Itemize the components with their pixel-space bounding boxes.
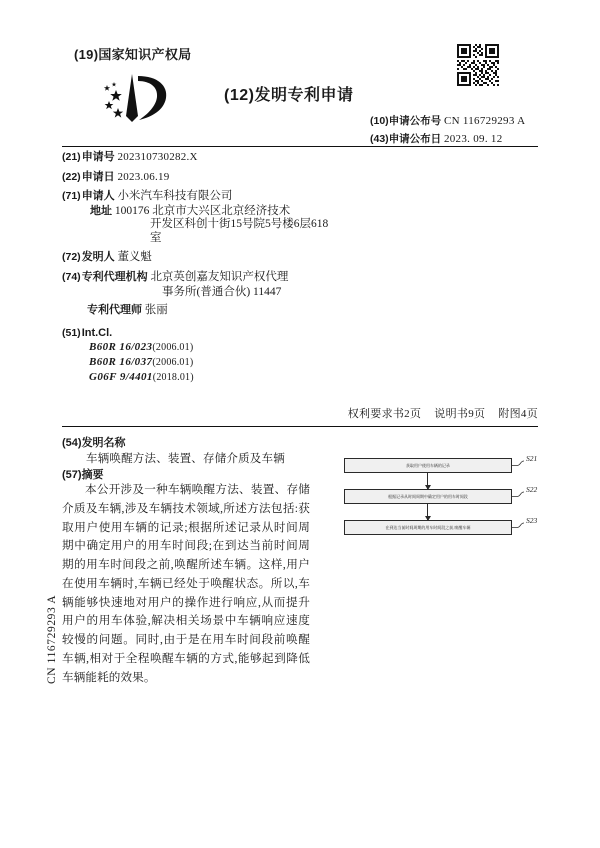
- application-number-label: 申请号: [81, 151, 115, 163]
- flowchart-step-label: 获取用户使用车辆的记录: [406, 462, 450, 468]
- publication-number-value: CN 116729293 A: [443, 115, 526, 127]
- page-count-description: 说明书9页: [434, 408, 486, 420]
- ipc-version: (2018.01): [152, 371, 194, 383]
- ipc-label: Int.Cl.: [81, 326, 113, 339]
- agency-value-line2: 事务所(普通合伙) 11447: [162, 285, 282, 298]
- flowchart-step-label: 根据记录从时间周期中确定用户的用车时间段: [388, 493, 468, 499]
- address-value: 100176 北京市大兴区北京经济技术: [114, 204, 291, 217]
- application-date-label: 申请日: [81, 170, 115, 183]
- agency-label: 专利代理机构: [81, 271, 148, 283]
- ipc-field: [62, 328, 362, 339]
- flowchart-step-ref: S21: [526, 454, 538, 463]
- application-number-inid: (21): [62, 151, 81, 163]
- ipc-entry: [62, 342, 362, 353]
- flowchart-leader-line-icon: [512, 520, 526, 534]
- title-label: 发明名称: [81, 437, 126, 449]
- address-value-line2: 开发区科创十街15号院5号楼6层618: [150, 218, 329, 230]
- office-name: 国家知识产权局: [98, 47, 192, 62]
- address-field: [62, 206, 362, 218]
- abstract-inid: (57): [62, 469, 82, 481]
- flowchart-step-label: 在到达当前时间周期的用车时间段之前,唤醒车辆: [385, 524, 471, 530]
- page-title: 车辆唤醒方法、装置、存储介质及车辆: [86, 453, 285, 465]
- page-count-drawings: 附图4页: [498, 408, 538, 420]
- ipc-symbol: B60R 16/023: [89, 340, 153, 353]
- publication-date-value: 2023. 09. 12: [443, 133, 503, 145]
- header-divider: [62, 146, 538, 147]
- flowchart-leader-line-icon: [512, 489, 526, 503]
- ipc-version: (2006.01): [152, 341, 194, 353]
- title-heading: [62, 434, 126, 450]
- application-date-inid: (22): [62, 170, 81, 183]
- ipc-symbol: B60R 16/037: [89, 355, 153, 368]
- abstract-divider: [62, 426, 538, 427]
- qr-code-icon: [455, 42, 501, 88]
- title-inid: (54): [62, 437, 82, 449]
- applicant-label: 申请人: [81, 190, 115, 202]
- ipc-inid: (51): [62, 326, 81, 339]
- flowchart-leader-line-icon: [512, 458, 526, 472]
- application-number-field: [62, 152, 362, 163]
- publication-number-label: 申请公布号: [388, 115, 442, 127]
- publication-number-inid: (10): [370, 115, 389, 127]
- inventor-value: 董义魁: [117, 251, 152, 263]
- address-label: 地址: [90, 204, 112, 217]
- application-number-value: 202310730282.X: [117, 151, 198, 163]
- publication-date-inid: (43): [370, 133, 389, 145]
- flowchart-step-box: [344, 458, 512, 473]
- ipc-version: (2006.01): [152, 356, 194, 368]
- kind-inid-code: (12): [224, 87, 255, 104]
- bibliographic-data: [62, 152, 362, 387]
- ipc-entry: [62, 357, 362, 368]
- application-date-field: [62, 172, 362, 183]
- applicant-value: 小米汽车科技有限公司: [117, 190, 233, 202]
- office-inid-code: (19): [74, 47, 99, 62]
- ipc-symbol: G06F 9/4401: [89, 370, 153, 383]
- flowchart-step-box: [344, 489, 512, 504]
- flowchart-step-ref: S22: [526, 485, 538, 494]
- flowchart-step-box: [344, 520, 512, 535]
- applicant-field: [62, 191, 362, 203]
- inventor-inid: (72): [62, 251, 81, 263]
- page-count-claims: 权利要求书2页: [347, 408, 422, 420]
- agency-inid: (74): [62, 271, 81, 283]
- flowchart-step-ref: S23: [526, 516, 538, 525]
- agent-label: 专利代理师: [87, 304, 142, 316]
- publication-number: [370, 113, 525, 128]
- agency-field: [62, 272, 362, 284]
- inventor-label: 发明人: [81, 251, 115, 263]
- abstract-heading: [62, 466, 104, 482]
- application-date-value: 2023.06.19: [117, 170, 170, 183]
- agency-value: 北京英创嘉友知识产权代理: [150, 271, 289, 283]
- inventor-field: [62, 252, 362, 264]
- abstract-text: 本公开涉及一种车辆唤醒方法、装置、存储介质及车辆,涉及车辆技术领域,所述方法包括:获取用户使用车辆的记录;根据所述记录从时间周期中确定用户的用车时间段;在到达当前时间周期的用车时间段之前,唤醒所述车辆。这样,用户在使用车辆时,车辆已经处于唤醒状态。所以,车辆能够快速地对用户的操作进行响应,从而提升用户的用车体验,解决相关场景中车辆响应速度较慢的问题。同时,由于是在用车时间段前唤醒车辆,相对于全程唤醒车辆的方式,能够起到降低车辆能耗的效果。: [62, 483, 310, 684]
- flowchart-arrow-icon: [427, 504, 428, 520]
- publication-date-label: 申请公布日: [388, 133, 442, 145]
- publication-date: [370, 131, 503, 146]
- agent-value: 张丽: [144, 304, 168, 316]
- abstract-label: 摘要: [81, 469, 104, 481]
- side-publication-code: CN 116729293 A: [46, 594, 58, 684]
- page-count: [0, 405, 538, 421]
- kind-name: 发明专利申请: [254, 87, 354, 104]
- abstract-figure-flowchart: [344, 456, 544, 556]
- agent-field: [62, 305, 362, 317]
- issuing-office: [74, 44, 191, 63]
- ipc-entry: [62, 372, 362, 383]
- document-kind: [224, 82, 353, 105]
- applicant-inid: (71): [62, 190, 81, 202]
- flowchart-arrow-icon: [427, 473, 428, 489]
- cnipa-logo-icon: [92, 70, 176, 128]
- address-value-line3: 室: [150, 231, 162, 244]
